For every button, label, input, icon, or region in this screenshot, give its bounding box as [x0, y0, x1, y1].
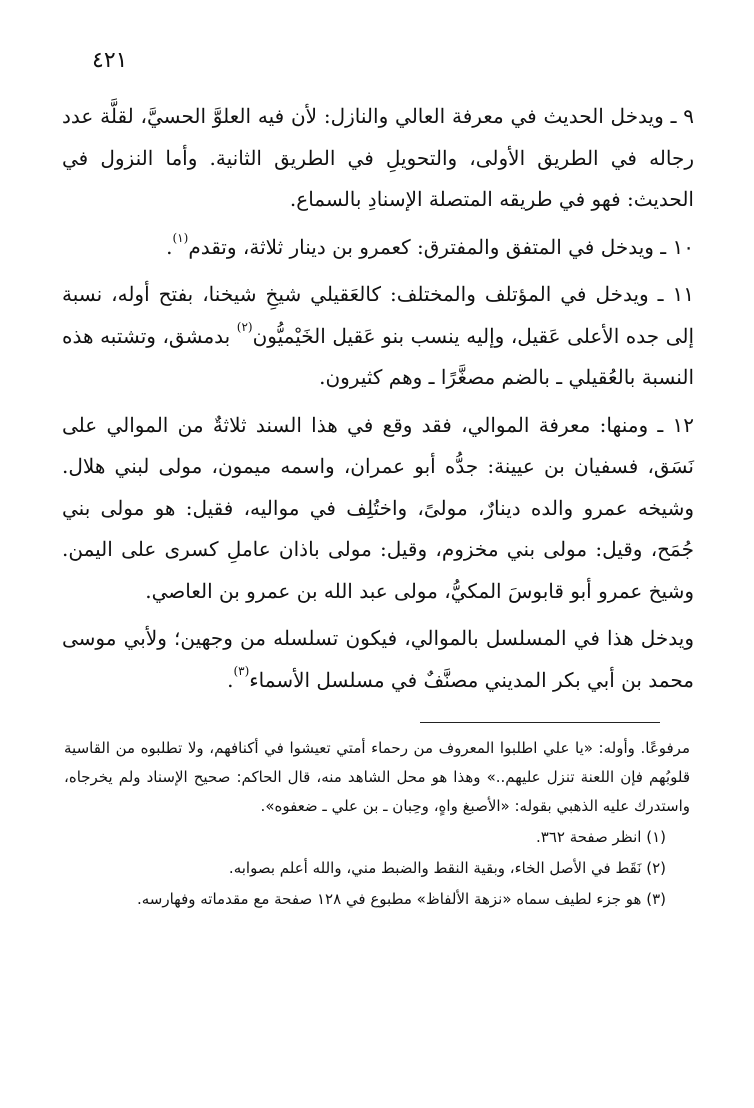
footnote-divider: [420, 722, 660, 723]
footnote-mark-3: (٣): [233, 663, 250, 678]
paragraph-musalsal: ويدخل هذا في المسلسل بالموالي، فيكون تسلسله من وجهين؛ ولأبي موسى محمد بن أبي بكر المديني مصنَّفٌ في مسلسل الأسماء$^{(٣)}$.: [62, 626, 694, 692]
footnote-continuation: مرفوعًا. وأوله: «يا علي اطلبوا المعروف من رحماء أمتي تعيشوا في أكنافهم، ولا تطلبوه من القاسية قلوبُهم فإن اللعنة تنزل عليهم..» وهذا هو محل الشاهد منه، قال الحاكم: صحيح الإسناد ولم يخرجاه، واستدرك عليه الذهبي بقوله: «الأصبغ واهٍ، وحِبان ـ بن علي ـ ضعفوه».: [64, 739, 690, 815]
paragraph-musalsal-text: ويدخل هذا في المسلسل بالموالي، فيكون تسلسله من وجهين؛ ولأبي موسى محمد بن أبي بكر المديني مصنَّفٌ في مسلسل الأسماء: [62, 626, 694, 692]
paragraph-11: [62, 274, 694, 399]
paragraph-9: ٩ ـ ويدخل الحديث في معرفة العالي والنازل: لأن فيه العلوَّ الحسيَّ، لقلَّة عدد رجاله في الطريق الأولى، والتحويلِ في الطريق الثانية. وأما النزول في الحديث: فهو في طريقه المتصلة الإسنادِ بالسماع.: [62, 104, 694, 211]
page-number: ٤٢١: [92, 48, 128, 73]
main-text: [62, 96, 694, 707]
footnote-3: (٣) هو جزء لطيف سماه «نزهة الألفاظ» مطبوع في ١٢٨ صفحة مع مقدماته وفهارسه.: [136, 890, 666, 908]
footnote-2: (٢) نَقَط في الأصل الخاء، وبقية النقط والضبط مني، والله أعلم بصوابه.: [228, 859, 666, 877]
paragraph-10-text: ١٠ ـ ويدخل في المتفق والمفترق: كعمرو بن دينار ثلاثة، وتقدم: [188, 234, 694, 259]
paragraph-10: ١٠ ـ ويدخل في المتفق والمفترق: كعمرو بن دينار ثلاثة، وتقدم$^{(١)}$.: [166, 230, 694, 259]
footnote-mark-1: (١): [172, 230, 189, 245]
paragraph-11-cont: بدمشق، وتشتبه هذه النسبة بالعُقيلي ـ بالضم مصغَّرًا ـ وهم كثيرون.: [62, 323, 694, 389]
footnotes: [64, 734, 690, 916]
footnote-1: (١) انظر صفحة ٣٦٢.: [535, 828, 666, 846]
paragraph-11-text: ١١ ـ ويدخل في المؤتلف والمختلف: كالعَقيلي شيخِ شيخنا، بفتح أوله، نسبة إلى جده الأعلى عَقيل، وإليه ينسب بنو عَقيل الخَيْميُّون: [62, 282, 695, 348]
paragraph-12: ١٢ ـ ومنها: معرفة الموالي، فقد وقع في هذا السند ثلاثةٌ من الموالي على نَسَق، فسفيان بن عيينة: جدُّه أبو عمران، واسمه ميمون، مولى لبني هلال. وشيخه عمرو والده دينارٌ، مولىً، واختُلِف في مواليه، فقيل: هو مولى بني جُمَح، وقيل: مولى بني مخزوم، وقيل: مولى باذان عاملِ كسرى على اليمن. وشيخ عمرو أبو قابوسَ المكيُّ، مولى عبد الله بن عمرو بن العاصي.: [62, 412, 694, 603]
footnote-mark-2: (٢): [236, 319, 253, 334]
